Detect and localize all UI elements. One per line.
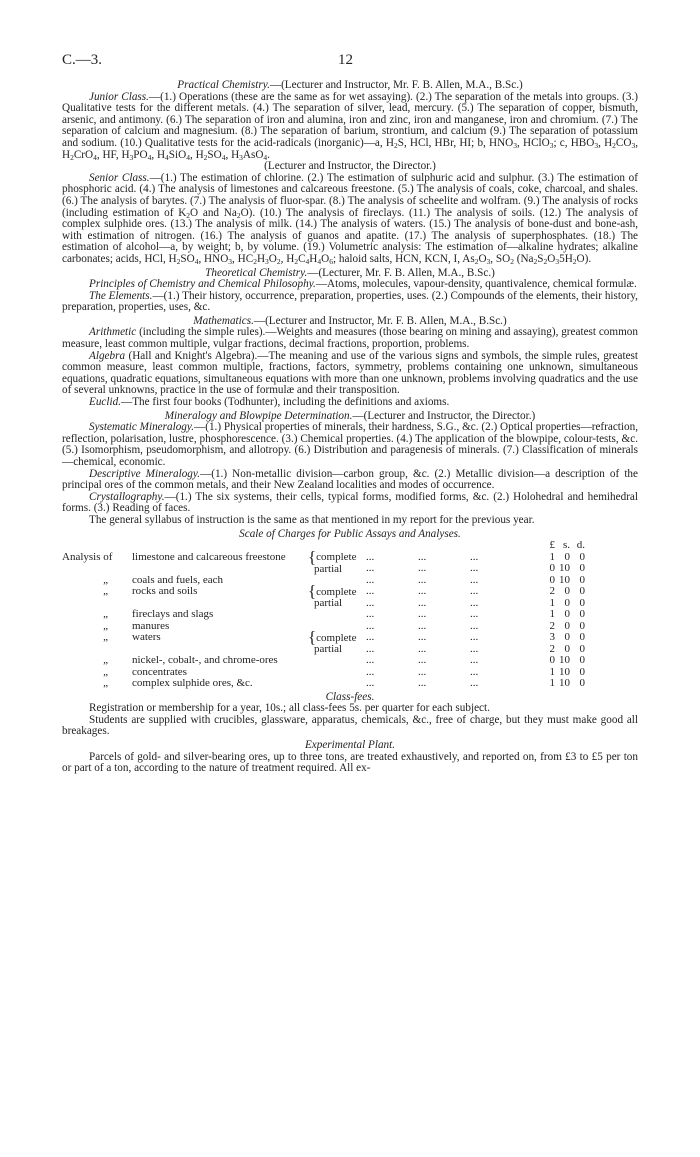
charge-pence: 0 — [579, 608, 585, 621]
class-fees-paragraph-1: Registration or membership for a year, 10s.; all class-fees 5s. per quarter for each subject. — [89, 702, 490, 715]
leader-dots: ... — [366, 619, 375, 632]
charge-pounds: 1 — [549, 608, 555, 621]
charge-option — [308, 575, 366, 587]
charges-row — [62, 586, 585, 598]
charge-pounds: 1 — [549, 550, 555, 563]
charge-pence: 0 — [579, 573, 585, 586]
leader-dots: ... — [418, 550, 427, 563]
leader-dots: ... — [470, 573, 479, 586]
charge-option — [308, 678, 366, 690]
charges-lead: Analysis of — [62, 550, 113, 563]
charge-pence: 0 — [579, 596, 585, 609]
charge-pounds: 0 — [549, 654, 555, 667]
charge-pence: 0 — [579, 550, 585, 563]
charge-pounds: 2 — [549, 642, 555, 655]
charges-row — [62, 678, 585, 690]
leader-dots: ... — [418, 562, 427, 575]
principles-paragraph: Principles of Chemistry and Chemical Philosophy.—Atoms, molecules, vapour-density, quantivalence, chemical formulæ. — [89, 278, 637, 291]
theoretical-chemistry-heading: Theoretical Chemistry.—(Lecturer, Mr. F. B. Allen, M.A., B.Sc.) — [205, 266, 495, 279]
charge-option: partial — [314, 562, 343, 575]
charge-pounds: 1 — [549, 665, 555, 678]
charge-pounds: 0 — [549, 562, 555, 575]
charge-pence: 0 — [579, 642, 585, 655]
leader-dots: ... — [470, 562, 479, 575]
mathematics-heading: Mathematics.—(Lecturer and Instructor, Mr. F. B. Allen, M.A., B.Sc.) — [193, 314, 507, 327]
charge-pounds: 2 — [549, 585, 555, 598]
charge-item: nickel-, cobalt-, and chrome-ores — [132, 654, 278, 667]
experimental-plant-heading: Experimental Plant. — [304, 739, 396, 752]
charge-option: {complete — [308, 581, 357, 601]
class-fees-heading: Class-fees. — [325, 690, 375, 703]
mineralogy-heading: Mineralogy and Blowpipe Determination.—(Lecturer and Instructor, the Director.) — [164, 409, 536, 422]
charge-pence: 0 — [579, 665, 585, 678]
charge-item: limestone and calcareous freestone — [132, 550, 286, 563]
leader-dots: ... — [418, 585, 427, 598]
leader-dots: ... — [366, 585, 375, 598]
charge-shillings: 10 — [559, 573, 570, 586]
charge-item: complex sulphide ores, &c. — [132, 677, 253, 690]
charge-shillings: 0 — [564, 608, 570, 621]
charge-shillings: 10 — [559, 677, 570, 690]
charges-row — [62, 609, 585, 621]
charge-pence: 0 — [579, 654, 585, 667]
charge-item — [132, 563, 308, 575]
leader-dots: ... — [366, 654, 375, 667]
page-number: 12 — [338, 52, 353, 68]
charge-shillings: 0 — [564, 585, 570, 598]
charge-item: fireclays and slags — [132, 608, 214, 621]
ditto-mark: „ — [103, 608, 108, 621]
leader-dots: ... — [366, 677, 375, 690]
leader-dots: ... — [470, 608, 479, 621]
leader-dots: ... — [366, 642, 375, 655]
euclid-paragraph: Euclid.—The first four books (Todhunter), including the definitions and axioms. — [89, 396, 450, 409]
algebra-paragraph: Algebra (Hall and Knight's Algebra).—The meaning and use of the various signs and symbols, the simple rules, greatest common measure, least common multiple, fractions, factors, symmetry, problems containing one unknown, simultaneous equations, quadratic equations, simultaneous equations with more than one unknown, problems involving quadratics and the use of several unknowns, practice in the use of formulæ and their transposition. — [62, 349, 638, 397]
elements-paragraph: The Elements.—(1.) Their history, occurrence, preparation, properties, uses. (2.) Compounds of the elements, their history, preparation, properties, uses, &c. — [62, 289, 638, 314]
charge-item: coals and fuels, each — [132, 573, 224, 586]
charges-currency-row: £ s. d. — [549, 539, 585, 552]
ditto-mark: „ — [103, 619, 108, 632]
document-body — [62, 80, 638, 775]
charge-option: partial — [314, 597, 343, 610]
charge-pounds: 0 — [549, 573, 555, 586]
systematic-mineralogy-paragraph: Systematic Mineralogy.—(1.) Physical properties of minerals, their hardness, S.G., &c. (2.) Optical properties—refraction, reflection, polarisation, lustre, phosphorescence. (3.) Chemical properties. (4.) The application of the blowpipe, colour-tests, &c. (5.) Isomorphism, pseudomorphism, and allotropy. (6.) Distribution and paragenesis of minerals. (7.) Classification of minerals—chemical, economic. — [62, 421, 638, 468]
leader-dots: ... — [470, 585, 479, 598]
charges-table — [62, 540, 585, 690]
charge-item: rocks and soils — [132, 585, 198, 598]
leader-dots: ... — [366, 596, 375, 609]
charge-option: {complete — [308, 627, 357, 647]
leader-dots: ... — [470, 677, 479, 690]
charge-shillings: 0 — [564, 550, 570, 563]
leader-dots: ... — [366, 608, 375, 621]
senior-class-paragraph: Senior Class.—(1.) The estimation of chlorine. (2.) The estimation of sulphuric acid and sulphur. (3.) The estimation of phosphoric acid. (4.) The analysis of limestones and calcareous freestone. (5.) The analysis of coals, coke, charcoal, and shales. (6.) The analysis of barytes. (7.) The analysis of fluor-spar. (8.) The analysis of scheelite and wolfram. (9.) The analysis of rocks (including estimation of $K_2O$ and $Na_2O$). (10.) The analysis of fireclays. (11.) The analysis of soils. (12.) The analysis of complex sulphide ores. (13.) The analysis of milk. (14.) The analysis of waters. (15.) The analysis of bone-dust and bone-ash, with estimation of nitrogen. (16.) The analysis of guanos and apatite. (17.) The analysis of superphosphates. (18.) The estimation of alcohol—a, by weight; b, by volume. (19.) Volumetric analysis: The estimation of—alkaline hydrates; alkaline carbonates; acids, HCl, $H_2SO_4$, $HNO_3$, $HC_2H_3O_2$, $H_2C_4H_4O_6$; haloid salts, HCN, KCN, I, $As_2O_3$, $SO_2$ $(Na_2S_2O_35H_2O)$. — [62, 171, 638, 266]
ditto-mark: „ — [103, 573, 108, 586]
leader-dots: ... — [366, 573, 375, 586]
charge-pounds: 1 — [549, 596, 555, 609]
charge-pounds: 2 — [549, 619, 555, 632]
charges-row — [62, 563, 585, 575]
charge-item: waters — [132, 631, 161, 644]
leader-dots: ... — [418, 573, 427, 586]
senior-class-lecturer: (Lecturer and Instructor, the Director.) — [264, 160, 436, 173]
charge-pounds: 3 — [549, 631, 555, 644]
ditto-mark: „ — [103, 631, 108, 644]
junior-class-paragraph: Junior Class.—(1.) Operations (these are the same as for wet assaying). (2.) The separation of the metals into groups. (3.) Qualitative tests for the different metals. (4.) The separation of silver, lead, mercury. (5.) The separation of copper, bismuth, arsenic, and antimony. (6.) The separation of iron and alumina, iron and zinc, iron and manganese, iron and chromium. (7.) The separation of calcium and magnesium. (8.) The separation of barium, strontium, and calcium (9.) The separation of potassium and sodium. (10.) Qualitative tests for the acid-radicals (inorganic)—a, $H_2S$, HCl, HBr, HI; b, $HNO_3$, HClO$_3$; c, $HBO_3$, $H_2CO_3$, $H_2CrO_4$, HF, $H_3PO_4$, $H_4SiO_4$, $H_2SO_4$, $H_3AsO_4$. — [62, 90, 638, 162]
charge-pence: 0 — [579, 631, 585, 644]
charges-heading: Scale of Charges for Public Assays and Analyses. — [239, 527, 461, 540]
charge-item: concentrates — [132, 665, 187, 678]
descriptive-mineralogy-paragraph: Descriptive Mineralogy.—(1.) Non-metallic division—carbon group, &c. (2.) Metallic division—a description of the principal ores of the common metals, and their New Zealand localities and modes of occurrence. — [62, 467, 638, 492]
charge-item: manures — [132, 619, 170, 632]
leader-dots: ... — [418, 665, 427, 678]
crystallography-paragraph: Crystallography.—(1.) The six systems, their cells, typical forms, modified forms, &c. (2.) Holohedral and hemihedral forms. (3.) Reading of faces. — [62, 490, 638, 515]
leader-dots: ... — [470, 596, 479, 609]
arithmetic-paragraph: Arithmetic (including the simple rules).—Weights and measures (those bearing on mining and assaying), greatest common measure, least common multiple, vulgar fractions, decimal fractions, proportion, problems. — [62, 326, 638, 351]
ditto-mark: „ — [103, 654, 108, 667]
charge-option — [308, 609, 366, 621]
leader-dots: ... — [470, 550, 479, 563]
leader-dots: ... — [418, 654, 427, 667]
charge-shillings: 0 — [564, 642, 570, 655]
leader-dots: ... — [366, 665, 375, 678]
general-syllabus-paragraph: The general syllabus of instruction is the same as that mentioned in my report for the previous year. — [89, 513, 535, 526]
leader-dots: ... — [418, 608, 427, 621]
leader-dots: ... — [418, 631, 427, 644]
leader-dots: ... — [418, 619, 427, 632]
leader-dots: ... — [470, 619, 479, 632]
charge-shillings: 0 — [564, 619, 570, 632]
leader-dots: ... — [366, 562, 375, 575]
charge-shillings: 10 — [559, 665, 570, 678]
charge-option: partial — [314, 643, 343, 656]
charge-pounds: 1 — [549, 677, 555, 690]
charge-pence: 0 — [579, 562, 585, 575]
charge-option — [308, 621, 366, 633]
charges-row — [62, 655, 585, 667]
ditto-mark: „ — [103, 665, 108, 678]
leader-dots: ... — [418, 677, 427, 690]
ditto-mark: „ — [103, 677, 108, 690]
charge-shillings: 0 — [564, 631, 570, 644]
charge-pence: 0 — [579, 677, 585, 690]
charge-option: {complete — [308, 547, 357, 567]
charge-option — [308, 655, 366, 667]
document-code: C.—3. — [62, 52, 103, 68]
charge-shillings: 10 — [559, 562, 570, 575]
leader-dots: ... — [470, 631, 479, 644]
charge-option — [308, 667, 366, 679]
leader-dots: ... — [470, 642, 479, 655]
experimental-plant-paragraph: Parcels of gold- and silver-bearing ores, up to three tons, are treated exhaustively, and reported on, from £3 to £5 per ton or part of a ton, according to the nature of treatment required. All ex- — [62, 750, 638, 775]
practical-chemistry-heading: Practical Chemistry.—(Lecturer and Instructor, Mr. F. B. Allen, M.A., B.Sc.) — [177, 79, 523, 91]
leader-dots: ... — [366, 550, 375, 563]
charge-shillings: 10 — [559, 654, 570, 667]
leader-dots: ... — [418, 596, 427, 609]
charge-pence: 0 — [579, 585, 585, 598]
leader-dots: ... — [366, 631, 375, 644]
charges-row — [62, 552, 585, 564]
charge-shillings: 0 — [564, 596, 570, 609]
leader-dots: ... — [418, 642, 427, 655]
class-fees-paragraph-2: Students are supplied with crucibles, glassware, apparatus, chemicals, &c., free of charge, but they must make good all breakages. — [62, 713, 638, 738]
leader-dots: ... — [470, 654, 479, 667]
page-header — [62, 52, 642, 72]
leader-dots: ... — [470, 665, 479, 678]
charges-row — [62, 632, 585, 644]
ditto-mark: „ — [103, 585, 108, 598]
charge-pence: 0 — [579, 619, 585, 632]
